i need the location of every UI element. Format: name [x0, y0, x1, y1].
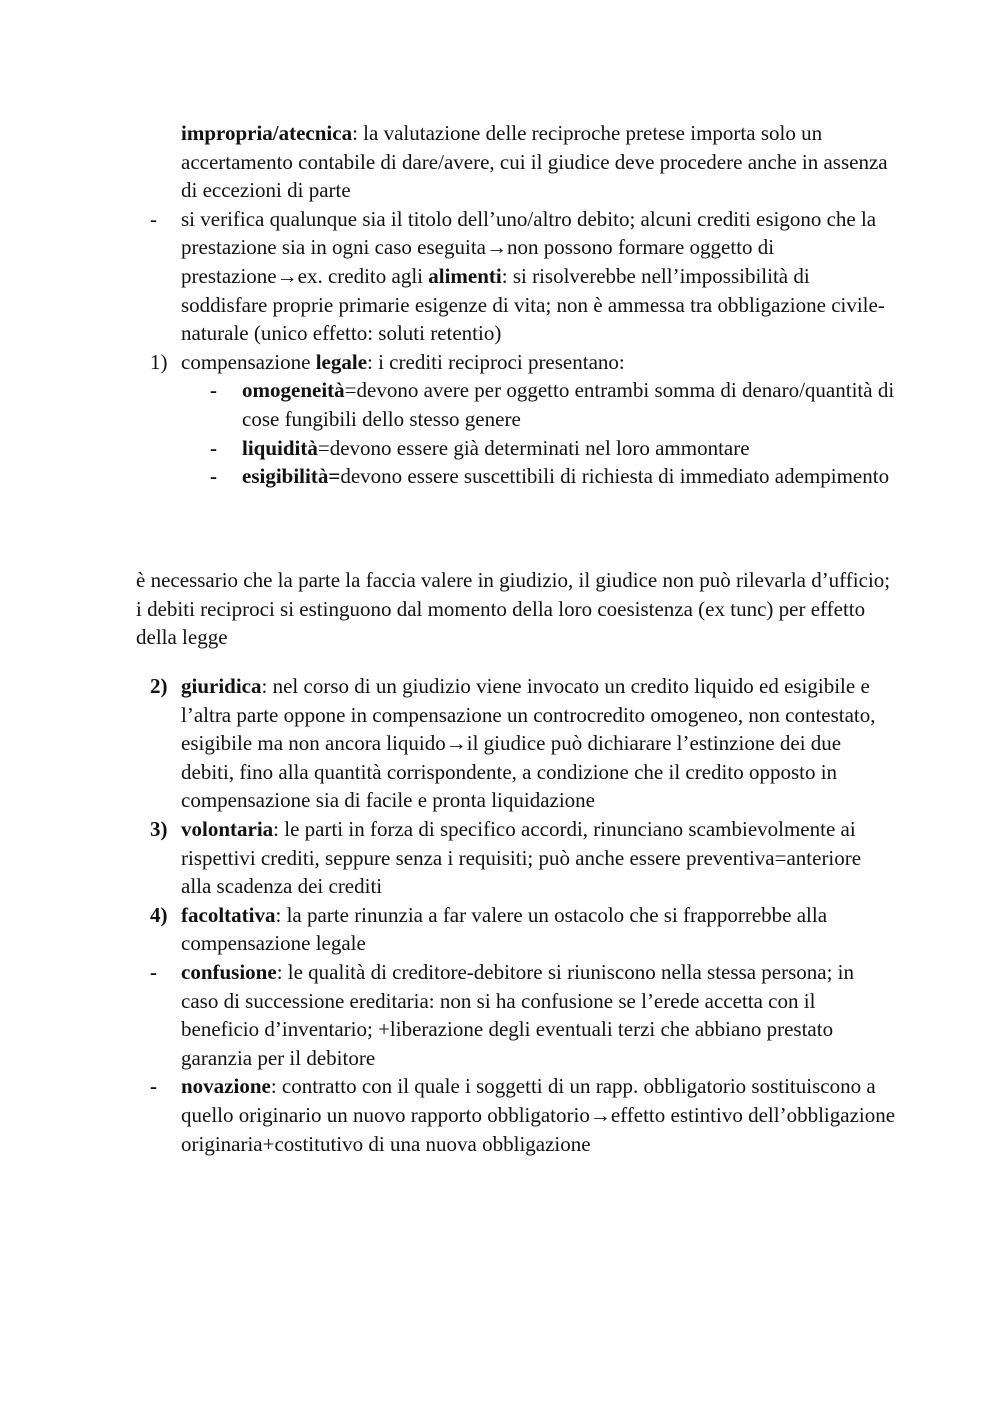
list-item-confusione	[136, 958, 896, 1072]
item-text: =devono essere già determinati nel loro ammontare	[317, 435, 750, 460]
sub-item-esigibilita	[136, 462, 896, 491]
term-liquidita: liquidità	[242, 435, 318, 460]
dash-marker: -	[210, 378, 217, 403]
item-text: compensazione	[181, 349, 316, 374]
item-text: : contratto con il quale i soggetti di un rapp. obbligatorio sostituiscono a quello originario un nuovo rapporto obbligatorio→effetto estintivo dell’obbligazione originaria+costitutivo di una nuova obbligazione	[181, 1074, 896, 1156]
item-text: : la parte rinunzia a far valere un ostacolo che si frapporrebbe alla compensazione legale	[181, 902, 828, 956]
term-volontaria: volontaria	[181, 816, 274, 841]
term-esigibilita: esigibilità=	[242, 464, 341, 489]
list-item-impropria	[136, 119, 896, 205]
top-list	[136, 119, 896, 491]
term-alimenti: alimenti	[428, 263, 502, 288]
number-marker: 1)	[150, 349, 168, 374]
dash-marker: -	[150, 206, 157, 231]
term-impropria: impropria/atecnica	[181, 121, 353, 145]
dash-marker: -	[150, 959, 157, 984]
sub-item-liquidita	[136, 434, 896, 463]
number-marker: 2)	[150, 674, 168, 698]
list-item-giuridica	[136, 672, 896, 815]
list-item-facoltativa	[136, 901, 896, 958]
body-paragraph-block	[136, 566, 896, 652]
item-text: : si risolverebbe nell’impossibilità di soddisfare proprie primarie esigenze di vita; non è ammessa tra obbligazione civile-naturale (unico effetto: soluti retentio)	[181, 263, 885, 346]
term-giuridica: giuridica	[181, 674, 262, 698]
bottom-list	[136, 672, 896, 1158]
dash-marker: -	[210, 435, 217, 460]
list-item-verifica	[136, 205, 896, 348]
term-facoltativa: facoltativa	[181, 902, 276, 927]
body-paragraph: è necessario che la parte la faccia valere in giudizio, il giudice non può rilevarla d’ufficio; i debiti reciproci si estinguono dal momento della loro coesistenza (ex tunc) per effetto della legge	[136, 568, 891, 650]
sub-item-omogeneita	[136, 376, 896, 433]
list-item-volontaria	[136, 815, 896, 901]
list-item-legale	[136, 348, 896, 377]
term-confusione: confusione	[181, 959, 277, 984]
term-novazione: novazione	[181, 1074, 271, 1099]
list-item-novazione	[136, 1072, 896, 1158]
item-text: : i crediti reciproci presentano:	[367, 349, 625, 374]
item-text: : le parti in forza di specifico accordi, rinunciano scambievolmente ai rispettivi crediti, seppure senza i requisiti; può anche essere preventiva=anteriore alla scadenza dei crediti	[181, 816, 862, 899]
term-legale: legale	[315, 349, 368, 374]
dash-marker: -	[210, 464, 217, 489]
item-text: : le qualità di creditore-debitore si riuniscono nella stessa persona; in caso di successione ereditaria: non si ha confusione se l’erede accetta con il beneficio d’inventario; +liberazione degli eventuali terzi che abbiano prestato garanzia per il debitore	[181, 959, 855, 1070]
dash-marker: -	[150, 1074, 157, 1099]
item-text: : nel corso di un giudizio viene invocato un credito liquido ed esigibile e l’altra parte oppone in compensazione un controcredito omogeneo, non contestato, esigibile ma non ancora liquido→il giudice può dichiarare l’estinzione dei due debiti, fino alla quantità corrispondente, a condizione che il credito opposto in compensazione sia di facile e pronta liquidazione	[181, 674, 876, 813]
number-marker: 4)	[150, 902, 168, 927]
number-marker: 3)	[150, 816, 168, 841]
item-text: : la valutazione delle reciproche pretese importa solo un accertamento contabile di dare/avere, cui il giudice deve procedere anche in assenza di eccezioni di parte	[181, 121, 888, 203]
item-text: devono essere suscettibili di richiesta di immediato adempimento	[340, 464, 890, 489]
item-text: =devono avere per oggetto entrambi somma di denaro/quantità di cose fungibili dello stesso genere	[242, 378, 895, 431]
term-omogeneita: omogeneità	[242, 378, 345, 403]
item-text: si verifica qualunque sia il titolo dell’uno/altro debito; alcuni crediti esigono che la prestazione sia in ogni caso eseguita→non possono formare oggetto di prestazione→ex. credito agli	[181, 206, 877, 288]
